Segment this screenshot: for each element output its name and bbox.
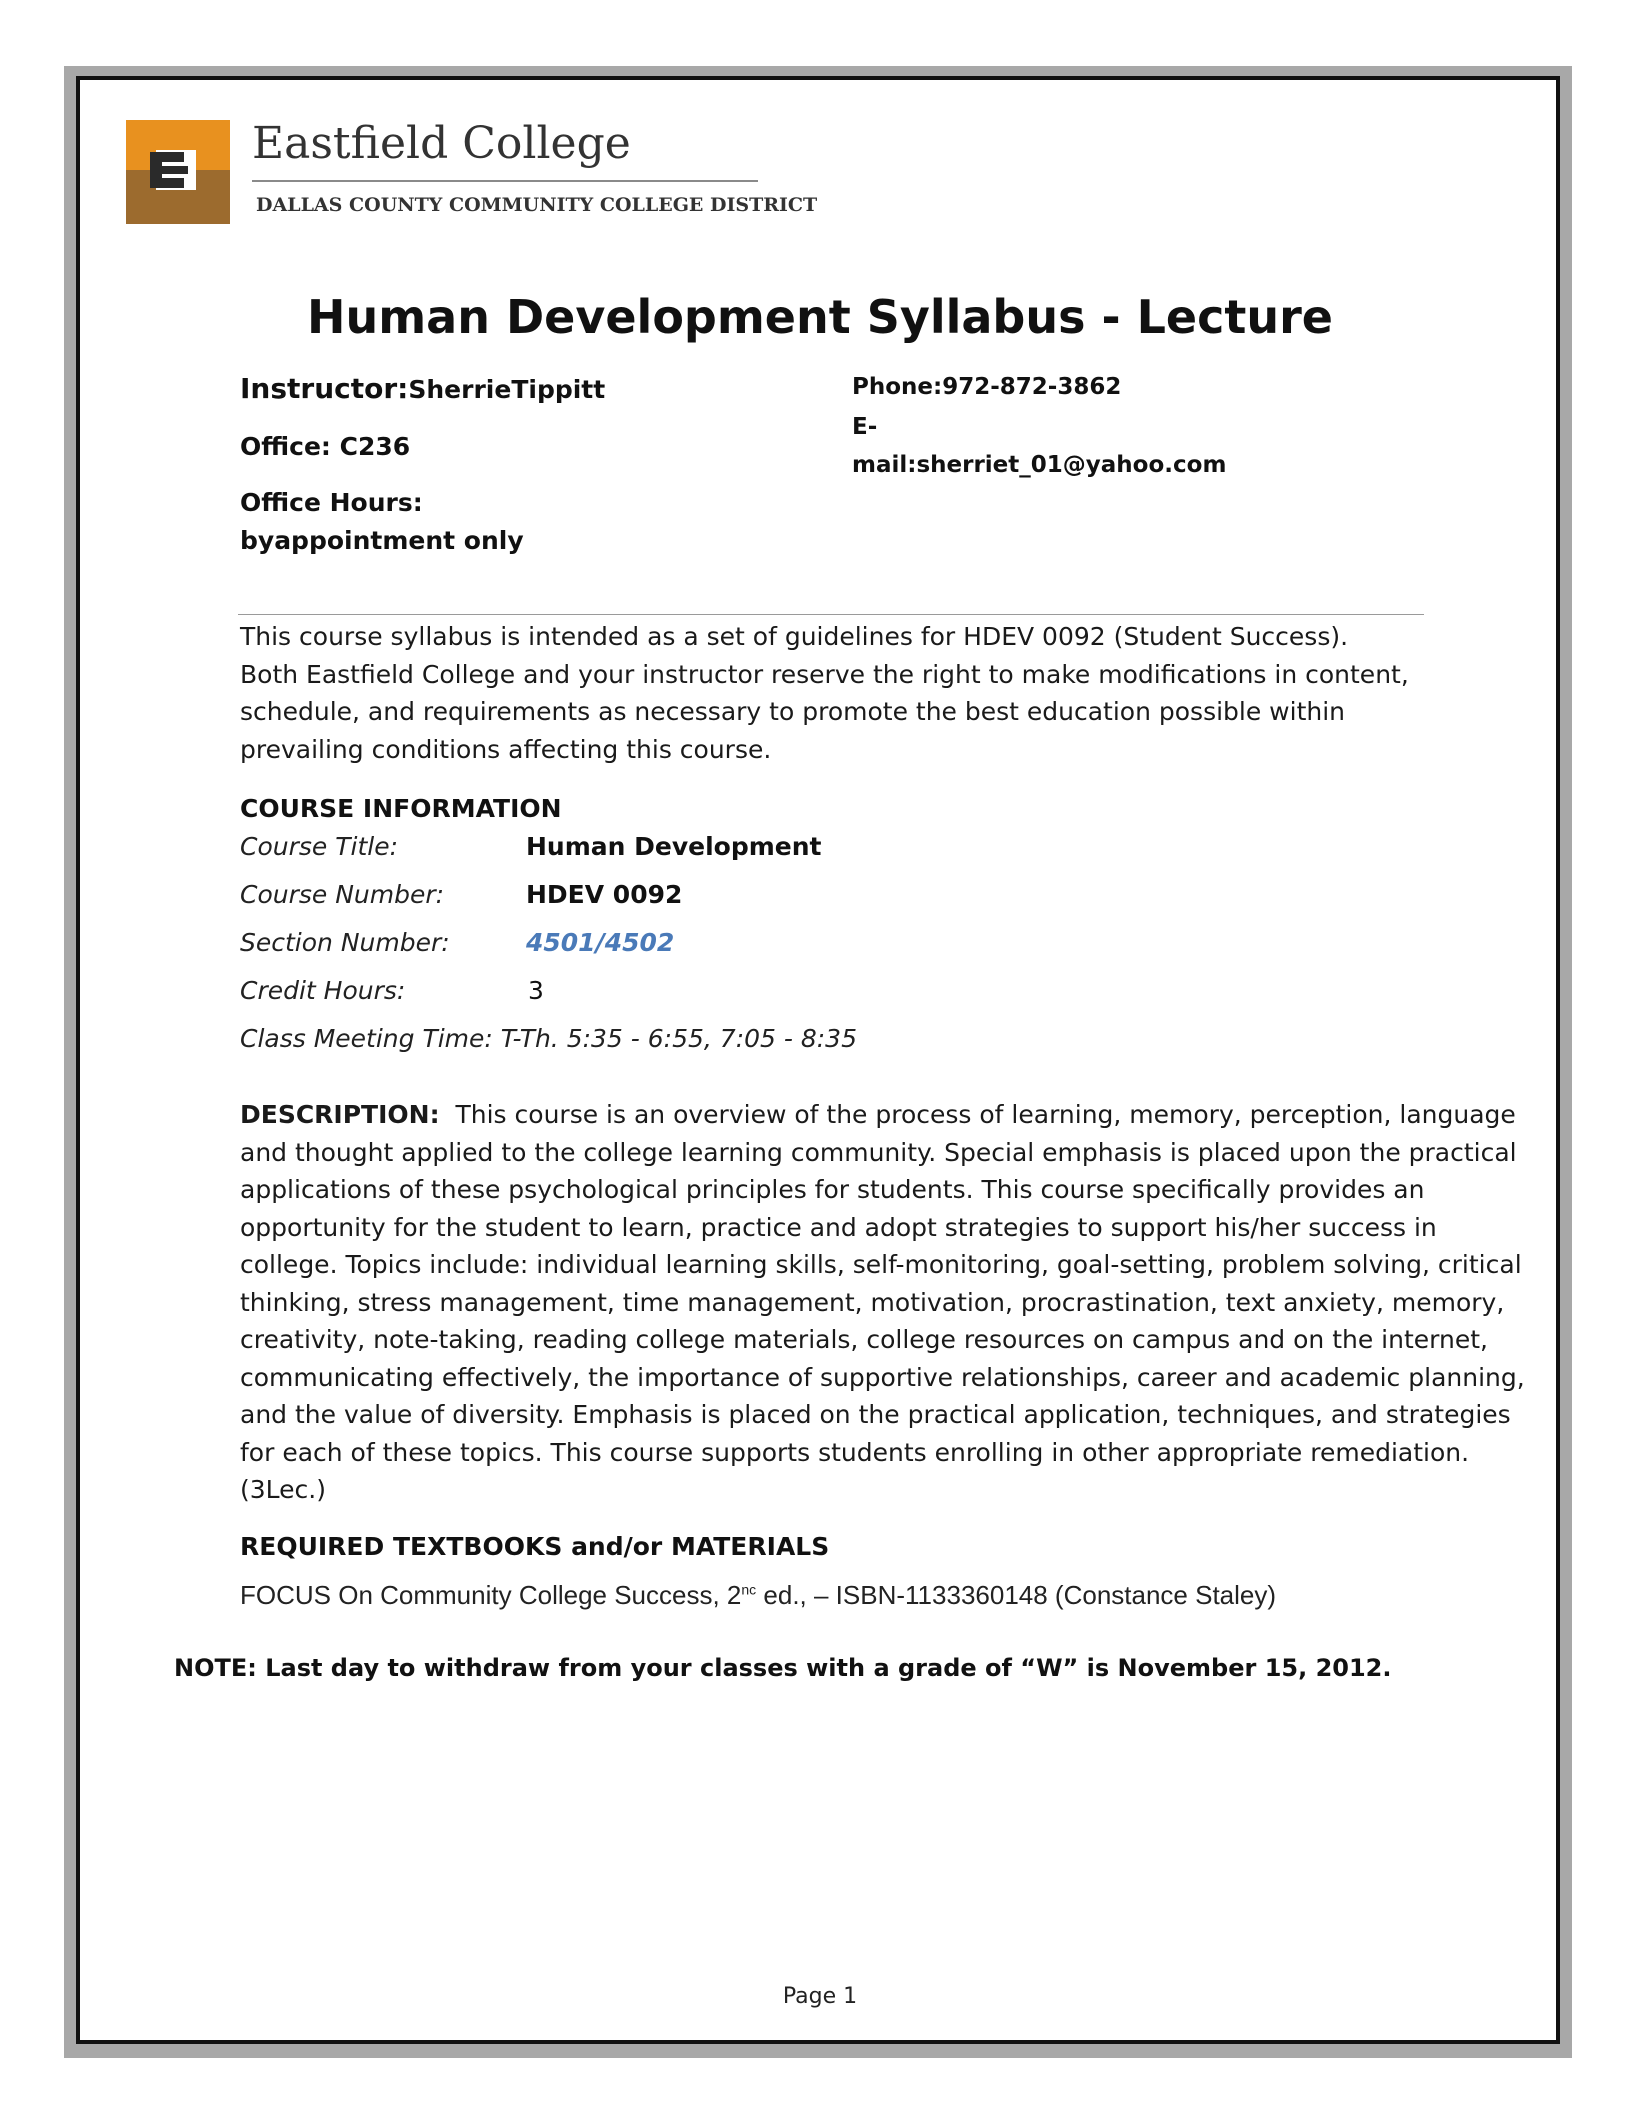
office-value: C236 [339, 432, 411, 461]
office-hours-value: byappointment only [240, 526, 524, 555]
email-label-part1: E- [852, 414, 878, 440]
description-line: and thought applied to the college learning community. Special emphasis is placed upon the practical [240, 1137, 1517, 1167]
section-number-label: Section Number: [240, 928, 450, 957]
description-first-line [240, 1096, 1520, 1134]
course-number-value: HDEV 0092 [526, 880, 683, 909]
description-paragraph [240, 1096, 1525, 1509]
textbooks-heading: REQUIRED TEXTBOOKS and/or MATERIALS [240, 1532, 830, 1561]
description-line: applications of these psychological principles for students. This course specifically provides an [240, 1175, 1425, 1204]
description-line: and the value of diversity. Emphasis is placed on the practical application, techniques, and strategies [240, 1400, 1511, 1429]
office-label: Office: [240, 432, 331, 461]
office-line [240, 432, 410, 461]
email-link[interactable]: sherriet_01@yahoo.com [916, 452, 1227, 478]
page-number: Page 1 [782, 1984, 858, 2009]
intro-line: Both Eastfield College and your instructor reserve the right to make modifications in content, [240, 659, 1409, 689]
description-line: for each of these topics. This course supports students enrolling in other appropriate remediation. [240, 1437, 1470, 1467]
college-name: Eastfield College [252, 118, 631, 169]
instructor-line [240, 372, 605, 405]
edition-superscript: nc [741, 1581, 757, 1598]
description-line: creativity, note-taking, reading college materials, college resources on campus and on the internet, [240, 1325, 1488, 1354]
instructor-label: Instructor: [240, 372, 409, 405]
description-text: This course is an overview of the process of learning, memory, perception, language [455, 1100, 1516, 1129]
email-label-part2: mail: [852, 452, 917, 478]
description-line: college. Topics include: individual learning skills, self-monitoring, goal-setting, problem solving, critical [240, 1250, 1522, 1279]
section-divider [238, 614, 1424, 615]
description-label: DESCRIPTION: [240, 1100, 440, 1129]
section-number-link[interactable]: 4501/4502 [526, 928, 675, 957]
course-info-heading: COURSE INFORMATION [240, 794, 562, 823]
description-line: thinking, stress management, time management, motivation, procrastination, text anxiety, memory, [240, 1287, 1505, 1317]
class-meeting-time: Class Meeting Time: T-Th. 5:35 - 6:55, 7:05 - 8:35 [240, 1024, 857, 1053]
logo-divider [252, 180, 758, 182]
textbook-title: FOCUS On Community College Success, 2 [240, 1580, 742, 1610]
course-number-label: Course Number: [240, 880, 445, 909]
instructor-name: SherrieTippitt [408, 375, 606, 404]
email-line [852, 452, 1226, 478]
office-hours-label: Office Hours: [240, 488, 423, 517]
phone-line [852, 374, 1121, 400]
textbook-entry [240, 1580, 1276, 1611]
intro-line: prevailing conditions affecting this course. [240, 734, 772, 764]
intro-paragraph [240, 618, 1520, 768]
intro-line: schedule, and requirements as necessary to promote the best education possible within [240, 697, 1346, 726]
phone-value: 972-872-3862 [942, 374, 1122, 400]
phone-label: Phone: [852, 374, 943, 400]
eastfield-logo-icon [126, 120, 230, 224]
course-title-label: Course Title: [240, 832, 398, 861]
withdraw-note: NOTE: Last day to withdraw from your classes with a grade of “W” is November 15, 2012. [174, 1654, 1392, 1682]
textbook-details: ed., – ISBN-1133360148 (Constance Staley) [756, 1580, 1277, 1610]
description-line: communicating effectively, the importance of supportive relationships, career and academic planning, [240, 1362, 1525, 1392]
description-line: opportunity for the student to learn, practice and adopt strategies to support his/her success in [240, 1212, 1437, 1242]
description-line: (3Lec.) [240, 1475, 326, 1504]
credit-hours-label: Credit Hours: [240, 976, 406, 1005]
district-name: DALLAS COUNTY COMMUNITY COLLEGE DISTRICT [256, 194, 818, 216]
course-title-value: Human Development [526, 832, 822, 861]
credit-hours-value: 3 [528, 976, 544, 1005]
page-title: Human Development Syllabus - Lecture [307, 290, 1333, 344]
intro-line: This course syllabus is intended as a set of guidelines for HDEV 0092 (Student Success). [240, 622, 1349, 651]
